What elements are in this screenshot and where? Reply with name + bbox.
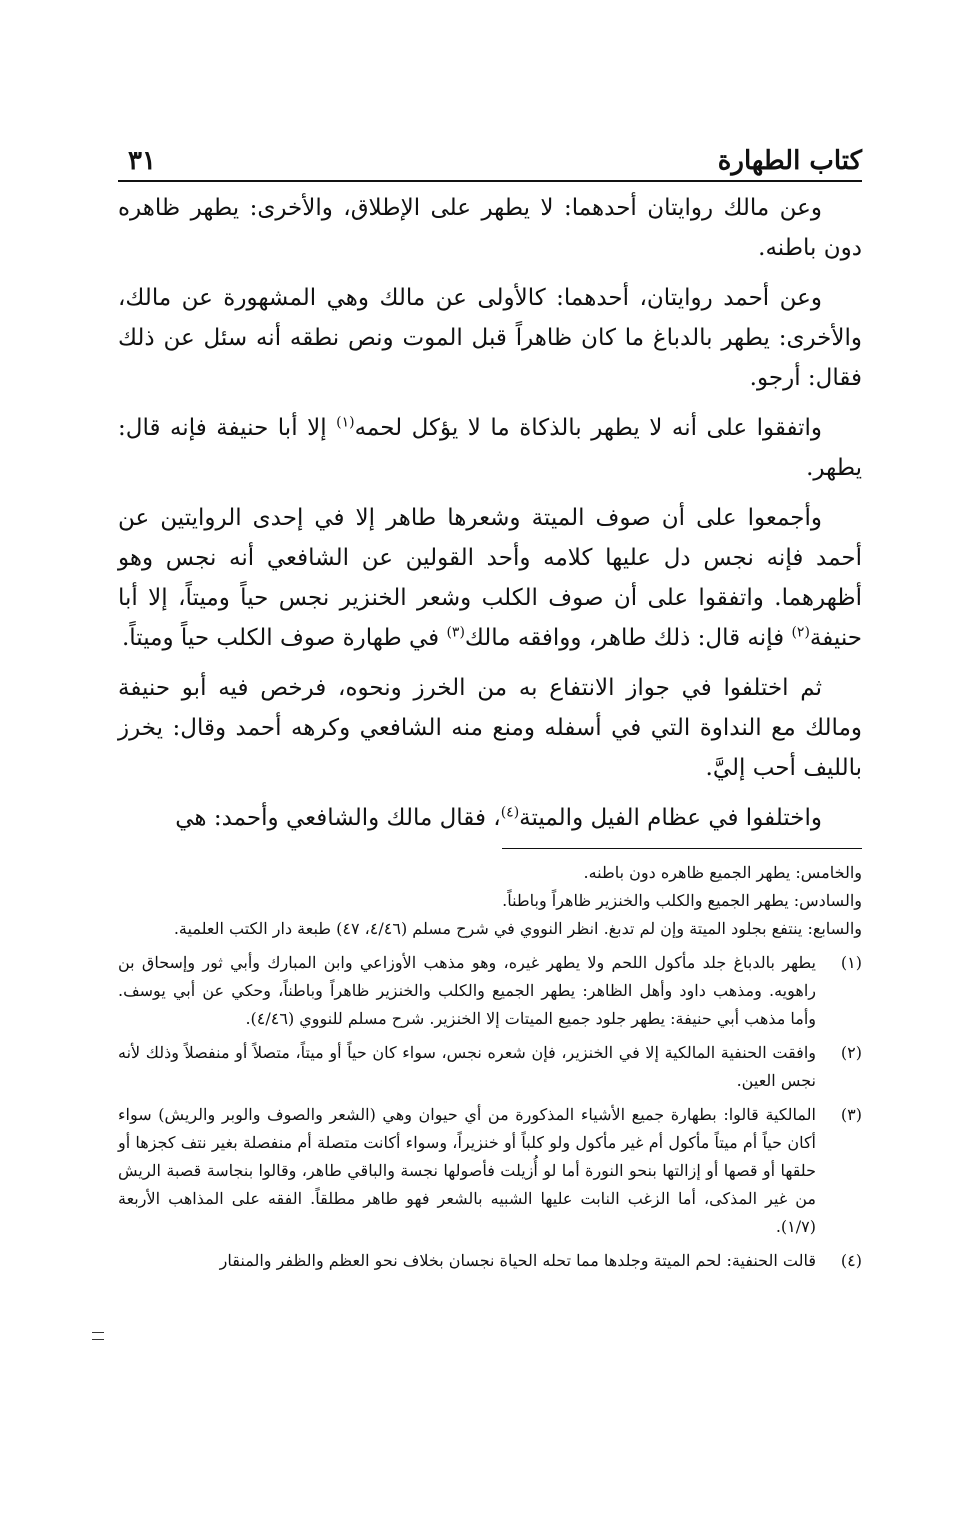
footnote-line: والسادس: يطهر الجميع والكلب والخنزير ظاهراً وباطناً.: [502, 891, 862, 910]
paragraph: وعن مالك روايتان أحدهما: لا يطهر على الإطلاق، والأخرى: يطهر ظاهره دون باطنه.: [118, 195, 862, 261]
footnote-number: (٢): [840, 1043, 862, 1062]
book-title: كتاب الطهارة: [717, 146, 862, 176]
footnote-number: (٤): [840, 1251, 862, 1270]
paragraph-text: ، فقال مالك والشافعي وأحمد: هي: [175, 805, 501, 831]
paragraph-text: واختلفوا في عظام الفيل والميتة: [519, 805, 822, 831]
footnote-text: المالكية قالوا: بطهارة جميع الأشياء المذكورة من أي حيوان وهي (الشعر والصوف والوبر والريش) سواء أكان حياً أم ميتاً مأكول أم غير مأكول ولو كلباً أو خنزيراً، وسواء أكانت متصلة أم منفصلة بغير نتف كجزها أو حلقها أو قصها أو إزالتها بنحو النورة أما لو أُزيلت فأصولها نجسة والباقي طاهر، وقالوا بنجاسة قصبة الريش من غير المذكى، أما الزغب النابت عليها الشبيه بالشعر فهو طاهر مطلقاً. الفقه على المذاهب الأربعة (١/٧).: [118, 1105, 816, 1236]
footnote-ref: (٣): [446, 624, 465, 641]
footnote-number: (١): [840, 953, 862, 972]
footnote-text: قالت الحنفية: لحم الميتة وجلدها مما تحله الحياة نجسان بخلاف نحو العظم والظفر والمنقار: [219, 1251, 816, 1270]
paragraph: وعن أحمد روايتان، أحدهما: كالأولى عن مالك وهي المشهورة عن مالك، والأخرى: يطهر بالدباغ ما كان ظاهراً قبل الموت ونص نطقه أنه سئل عن ذلك فقال: أرجو.: [118, 285, 862, 391]
main-text: [118, 188, 862, 838]
footnote-text: يطهر بالدباغ جلد مأكول اللحم ولا يطهر غيره، وهو مذهب الأوزاعي وابن المبارك وأبي ثور وإسحاق بن راهويه. ومذهب داود وأهل الظاهر: يطهر الجميع والكلب والخنزير ظاهراً وباطناً، وحكي عن أبي يوسف. وأما مذهب أبي حنيفة: يطهر جلود جميع الميتات إلا الخنزير. شرح مسلم للنووي (٤/٤٦).: [118, 953, 816, 1028]
page-header: [118, 140, 862, 182]
footnote-text: وافقت الحنفية المالكية إلا في الخنزير، فإن شعره نجس، سواء كان حياً أو ميتاً، متصلاً أو منفصلاً وذلك لأنه نجس العين.: [118, 1043, 816, 1090]
footnote-number: (٣): [840, 1105, 862, 1124]
footnote-ref: (٢): [791, 624, 810, 641]
footnote-ref: (١): [336, 414, 355, 431]
footnote-line: والخامس: يطهر الجميع ظاهره دون باطنه.: [583, 863, 862, 882]
paragraph-text: وأجمعوا على أن صوف الميتة وشعرها طاهر إلا في إحدى الروايتين عن أحمد فإنه نجس دل عليها كلامه وأحد القولين عن الشافعي أنه نجس وهو أظهرهما. واتفقوا على أن صوف الكلب وشعر الخنزير نجس حياً وميتاً، إلا أبا حنيفة: [118, 505, 862, 651]
paragraph-text: في طهارة صوف الكلب حياً وميتاً.: [121, 625, 447, 651]
footnote: [118, 1101, 862, 1241]
paragraph-text: واتفقوا على أنه لا يطهر بالذكاة ما لا يؤكل لحمه: [354, 415, 823, 441]
footnote: [118, 1247, 862, 1275]
footnote-separator: [502, 848, 862, 849]
paragraph: [118, 798, 862, 838]
continuation-mark: [92, 1332, 104, 1340]
footnote: [118, 1039, 862, 1095]
paragraph-text: فإنه قال: ذلك طاهر، ووافقه مالك: [464, 625, 792, 651]
footnote-continuation: [118, 859, 862, 943]
paragraph: [118, 498, 862, 658]
paragraph: [118, 408, 862, 488]
page-number: ٣١: [128, 146, 156, 176]
paragraph-text: إلا أبا حنيفة فإنه قال: يطهر.: [118, 415, 862, 481]
footnote-line: والسابع: ينتفع بجلود الميتة وإن لم تدبغ. انظر النووي في شرح مسلم (٤/٤٦، ٤٧) طبعة دار الكتب العلمية.: [173, 919, 862, 938]
footnote: [118, 949, 862, 1033]
book-page: [118, 140, 862, 1275]
paragraph: ثم اختلفوا في جواز الانتفاع به من الخرز ونحوه، فرخص فيه أبو حنيفة ومالك مع النداوة التي في أسفله ومنع منه الشافعي وكرهه أحمد وقال: يخرز بالليف أحب إليَّ.: [118, 675, 862, 781]
footnote-ref: (٤): [500, 804, 520, 821]
